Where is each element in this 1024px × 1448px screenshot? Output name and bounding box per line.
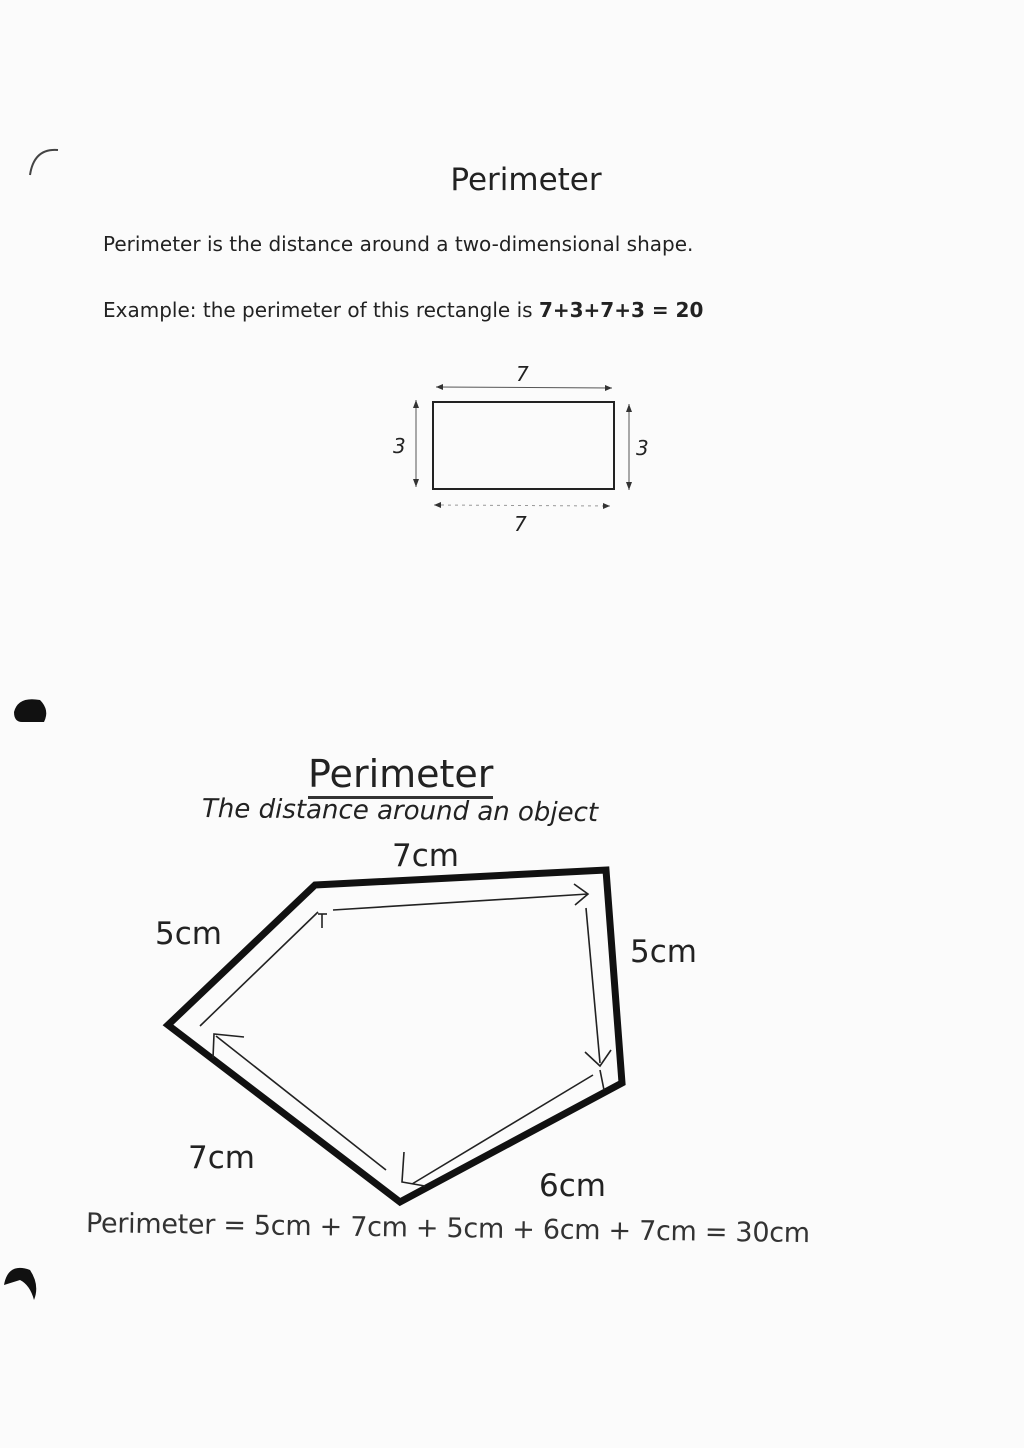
rect-top-label: 7: [516, 362, 529, 386]
side-label-lower-left: 7cm: [188, 1140, 255, 1176]
page-title: Perimeter: [450, 162, 602, 198]
arrow-right: [586, 908, 600, 1063]
example-prefix: Example: the perimeter of this rectangle is: [103, 298, 539, 322]
rect-right-label: 3: [636, 436, 649, 460]
perimeter-formula: Perimeter = 5cm + 7cm + 5cm + 6cm + 7cm = 30cm: [85, 1208, 810, 1250]
section2-subtitle: The distance around an object: [201, 794, 599, 829]
arrowhead-right: [585, 1050, 611, 1066]
example-equation: 7+3+7+3 = 20: [538, 298, 704, 322]
section2-title-text: Perimeter: [308, 752, 493, 799]
rect-left-label: 3: [393, 434, 406, 458]
arrowhead-lower-right: [402, 1152, 425, 1186]
side-label-top: 7cm: [392, 838, 459, 874]
perimeter-definition: Perimeter is the distance around a two-dimensional shape.: [103, 232, 694, 256]
direction-arrows: [200, 884, 611, 1186]
arrow-top: [333, 894, 588, 910]
side-label-right: 5cm: [630, 934, 697, 970]
side-label-lower-right: 6cm: [539, 1168, 606, 1204]
side-label-upper-left: 5cm: [155, 916, 222, 952]
rect-bottom-label: 7: [514, 512, 527, 536]
